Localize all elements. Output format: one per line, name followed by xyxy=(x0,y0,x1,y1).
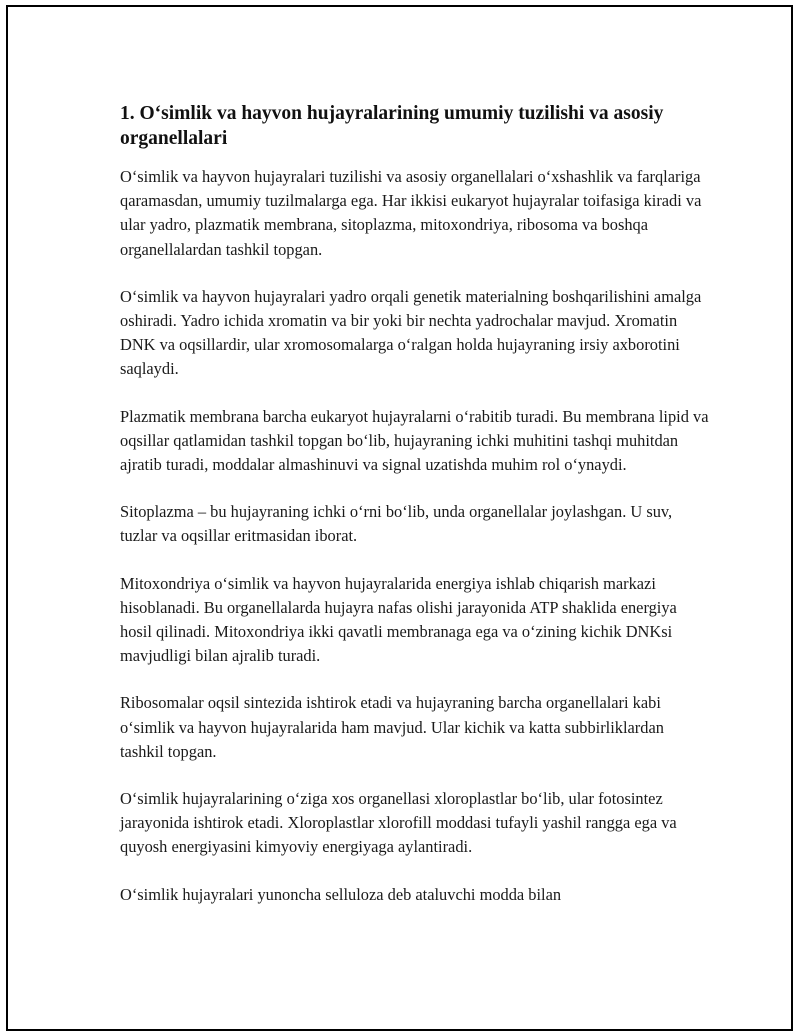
paragraph-cytoplasm: Sitoplazma – bu hujayraning ichki o‘rni bo‘lib, unda organellalar joylashgan. U suv, tuzlar va oqsillar eritmasidan iborat. xyxy=(120,502,673,546)
paragraph-plasma-membrane: Plazmatik membrana barcha eukaryot hujayralarni o‘rabitib turadi. Bu membrana lipid va oqsillar qatlamidan tashkil topgan bo‘lib, hujayraning ichki muhitini tashqi muhitdan ajratib turadi, moddalar almashinuvi va signal uzatishda muhim rol o‘ynaydi. xyxy=(120,406,709,475)
paragraph-ribosomes: Ribosomalar oqsil sintezida ishtirok etadi va hujayraning barcha organellalari kabi o‘simlik va hayvon hujayralarida ham mavjud. Ular kichik va katta subbirliklardan tashkil topgan. xyxy=(120,693,664,761)
section-heading: 1. O‘simlik va hayvon hujayralarining umumiy tuzilishi va asosiy organellalari xyxy=(120,103,664,149)
paragraph-overview: O‘simlik va hayvon hujayralari tuzilishi va asosiy organellalari o‘xshashlik va farqlariga qaramasdan, umumiy tuzilmalarga ega. Har ikkisi eukaryot hujayralar toifasiga kiradi va ular yadro, plazmatik membrana, sitoplazma, mitoxondriya, ribosoma va boshqa organellalardan tashkil topgan. xyxy=(120,167,702,259)
page-frame xyxy=(6,5,793,1031)
document-body xyxy=(120,101,710,930)
paragraph-chloroplasts: O‘simlik hujayralarining o‘ziga xos organellasi xloroplastlar bo‘lib, ular fotosintez jarayonida ishtirok etadi. Xloroplastlar xlorofill moddasi tufayli yashil rangga ega va quyosh energiyasini kimyoviy energiyaga aylantiradi. xyxy=(120,789,677,857)
paragraph-cell-wall: O‘simlik hujayralari yunoncha selluloza deb ataluvchi modda bilan xyxy=(120,884,562,904)
paragraph-nucleus: O‘simlik va hayvon hujayralari yadro orqali genetik materialning boshqarilishini amalga oshiradi. Yadro ichida xromatin va bir yoki bir nechta yadrochalar mavjud. Xromatin DNK va oqsillardir, ular xromosomalarga o‘ralgan holda hujayraning irsiy axborotini saqlaydi. xyxy=(120,286,702,379)
paragraph-mitochondria: Mitoxondriya o‘simlik va hayvon hujayralarida energiya ishlab chiqarish markazi hisoblanadi. Bu organellalarda hujayra nafas olishi jarayonida ATP shaklida energiya hosil qilinadi. Mitoxondriya ikki qavatli membranaga ega va o‘zining kichik DNKsi mavjudligi bilan ajralib turadi. xyxy=(120,573,677,666)
